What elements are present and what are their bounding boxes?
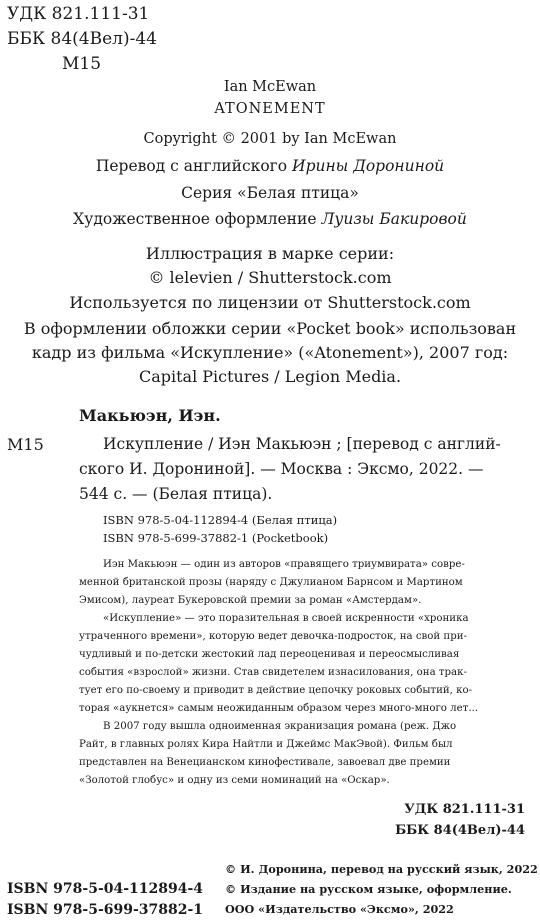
catalog-line-1: Искупление / Иэн Макьюэн ; [перевод с англий- [103, 435, 501, 453]
annotation-line: представлен на Венецианском кинофестивале, завоевал две премии [79, 757, 451, 768]
design-prefix: Художественное оформление [73, 210, 322, 228]
translator-name: Ирины Дорониной [292, 157, 445, 175]
designer-name: Луизы Бакировой [321, 210, 467, 228]
catalog-mark: М15 [7, 435, 44, 454]
cover-note-line-1: В оформлении обложки серии «Pocket book» использован [23, 319, 517, 338]
bbk-code-footer: ББК 84(4Вел)-44 [395, 823, 525, 838]
annotation-line: В 2007 году вышла одноименная экранизация романа (реж. Джо [103, 721, 457, 732]
catalog-line-2: ского И. Дорониной]. — Москва : Эксмо, 2022. — [79, 460, 484, 478]
catalog-heading: Макьюэн, Иэн. [79, 406, 221, 425]
annotation-line: утраченного времени», которую ведет девочка-подросток, на свой при- [79, 631, 467, 642]
isbn-footer-1: ISBN 978-5-04-112894-4 [7, 881, 204, 897]
rights-line-2: © Издание на русском языке, оформление. [225, 882, 512, 896]
copyright-line: Copyright © 2001 by Ian McEwan [143, 131, 397, 147]
original-author: Ian McEwan [223, 79, 317, 95]
annotation-line: события «взрослой» жизни. Став свидетелем изнасилования, она трак- [79, 667, 467, 678]
annotation-line: Эмисом), лауреат Букеровской премии за роман «Амстердам». [79, 595, 422, 606]
rights-line-1: © И. Доронина, перевод на русский язык, 2022 [225, 862, 538, 876]
annotation-line: торая «аукнется» самым неожиданным образом через много-много лет... [79, 703, 479, 714]
catalog-isbn-2: ISBN 978-5-699-37882-1 (Pocketbook) [103, 531, 329, 545]
annotation-line: Райт, в главных ролях Кира Найтли и Джеймс МакЭвой). Фильм был [79, 739, 453, 750]
illustration-line-1: Иллюстрация в марке серии: [145, 244, 395, 263]
series-line: Серия «Белая птица» [181, 184, 359, 202]
rights-line-3: ООО «Издательство «Эксмо», 2022 [225, 902, 454, 916]
author-mark-header: М15 [62, 54, 102, 74]
translation-prefix: Перевод с английского [95, 157, 293, 175]
annotation-line: менной британской прозы (наряду с Джулианом Барнсом и Мартином [79, 577, 463, 588]
udk-code-footer: УДК 821.111-31 [404, 802, 525, 817]
annotation-line: «Золотой глобус» и одну из семи номинаций на «Оскар». [79, 775, 390, 786]
cover-note-line-2: кадр из фильма «Искупление» («Atonement»), 2007 год: [31, 343, 509, 362]
cover-note-line-3: Capital Pictures / Legion Media. [138, 367, 402, 386]
annotation-line: чудливый и по-детски жестокий лад переоценивая и переосмысливая [79, 649, 460, 660]
udk-code-header: УДК 821.111-31 [7, 4, 150, 24]
illustration-line-3: Используется по лицензии от Shutterstock.com [69, 293, 471, 312]
illustration-line-2: © lelevien / Shutterstock.com [148, 268, 392, 287]
bbk-code-header: ББК 84(4Вел)-44 [7, 29, 157, 49]
annotation [79, 556, 525, 790]
annotation-line: Иэн Макьюэн — один из авторов «правящего триумвирата» совре- [103, 559, 465, 570]
catalog-isbn-1: ISBN 978-5-04-112894-4 (Белая птица) [103, 513, 338, 527]
isbn-footer-2: ISBN 978-5-699-37882-1 [7, 902, 204, 918]
translation-credit [0, 157, 540, 175]
original-title: ATONEMENT [214, 101, 326, 117]
annotation-line: тует его по-своему и приводит в действие цепочку роковых событий, ко- [79, 685, 473, 696]
design-credit [0, 210, 540, 228]
annotation-line: «Искупление» — это поразительная в своей искренности «хроника [103, 613, 469, 624]
catalog-line-3: 544 с. — (Белая птица). [79, 485, 273, 503]
